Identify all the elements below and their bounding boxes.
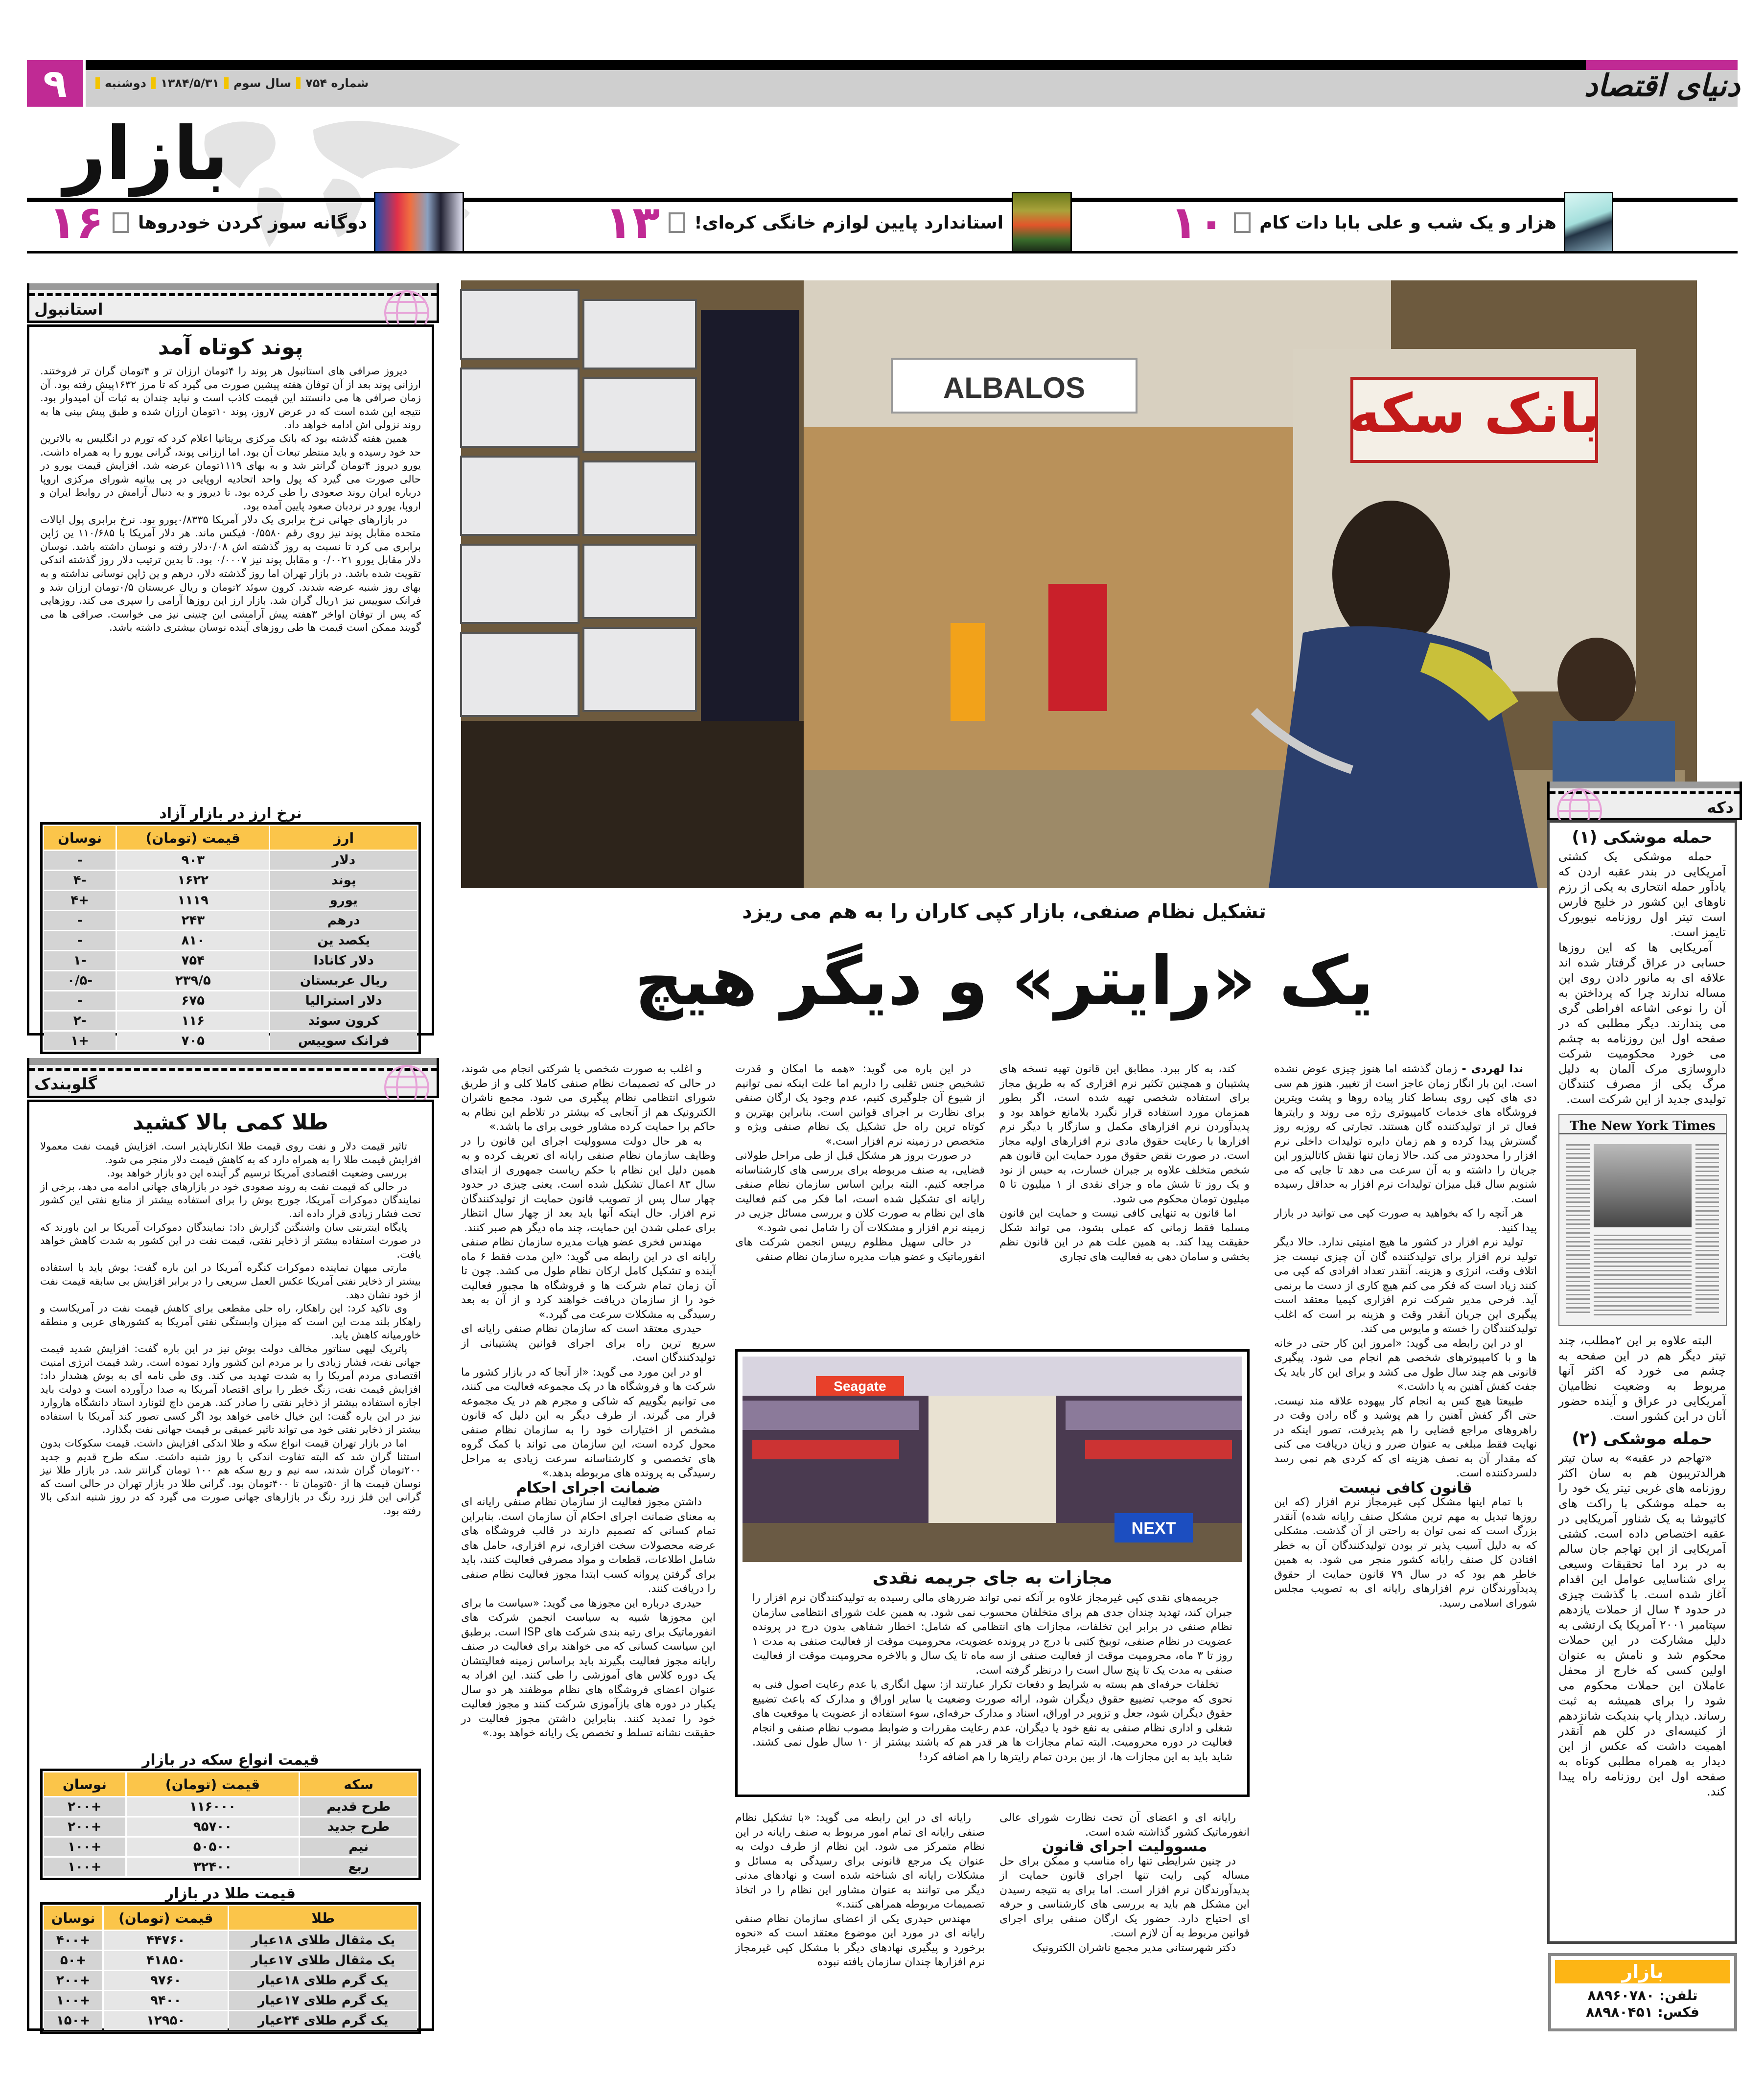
table-row xyxy=(44,1858,417,1876)
paragraph: پایگاه اینترنتی سان واشنگتن گزارش داد: نمایندگان دموکرات آمریکا بر این باورند که در صورت استفاده بیشتر از ذخایر نفتی، قیمت نفت در این کشور به شدت کاهش خواهد یافت. xyxy=(40,1221,421,1260)
price-cell: ۲۴۳ xyxy=(117,911,269,930)
change-cell: - xyxy=(44,911,116,930)
section-header-istanbul xyxy=(27,283,439,323)
masthead-bar xyxy=(86,60,1738,70)
currency-table xyxy=(40,822,421,1054)
newspaper-front-page-thumbnail xyxy=(1558,1114,1727,1326)
item-name: نیم xyxy=(300,1838,417,1856)
change-cell: +۵۰ xyxy=(44,1951,102,1970)
date-weekday: دوشنبه xyxy=(105,76,146,90)
table-row xyxy=(44,1012,417,1030)
price-cell: ۱۱۶ xyxy=(117,1012,269,1030)
teaser-marker xyxy=(113,212,129,233)
issue-number: شماره ۷۵۴ xyxy=(305,76,369,90)
section-label: گلوبندک xyxy=(34,1075,97,1093)
item-name: طرح جدید xyxy=(300,1818,417,1836)
paragraph: حیدری معتقد است که سازمان نظام صنفی رایانه ای سریع ترین راه برای اجرای قوانین پشتیبانی از تولیدکنندگان است. xyxy=(461,1323,716,1364)
paragraph: او در این رابطه می گوید: «امروز این کار حتی در خانه ها و با کامپیوترهای شخصی هم انجام می شود. پیگیری قانونی هم چند سال طول می کشد و برای این کار باید یک جفت کفش آهنین به پا داشت.» xyxy=(1274,1337,1537,1393)
teaser-link[interactable]: استاندارد پایین لوازم خانگی کره‌ای! xyxy=(694,212,1003,233)
column-header: نوسان xyxy=(44,1773,125,1796)
change-cell: +۱۵۰ xyxy=(44,2011,102,2030)
item-name: پوند xyxy=(270,871,417,890)
store-sign: ALBALOS xyxy=(943,371,1085,404)
price-cell: ۱۶۲۲ xyxy=(117,871,269,890)
paragraph: به هر حال دولت مسوولیت اجرای این قانون را در وظایف سازمان نظام صنفی رایانه ای تعریف کرده و به همین دلیل این نظام با حکم ریاست جمهوری از ابتدای سال ۸۳ اعمال تشکیل شده است. یعنی چیزی در حدود چهار سال پس از تصویب قانون حمایت از تولیدکنندگان نرم افزار. حال اینکه آنها باید بعد از چهار سال انتظار برای عملی شدن این حمایت، چند ماه دیگر هم صبر کنند. xyxy=(461,1135,716,1234)
shop-sign: Seagate xyxy=(834,1379,886,1394)
paragraph: جریمه‌های نقدی کپی غیرمجاز علاوه بر آنکه نمی تواند ضررهای مالی رسیده به تولیدکنندگان نرم افزار را جبران کند، تهدید چندان جدی هم برای متخلفان محسوب نمی شود. به همین علت شورای انتظامی سازمان نظام صنفی در برابر این تخلفات، مجازات های انتظامی که شامل: اخطار شفاهی بدون درج در پرونده عضویت در نظام صنفی، توبیخ کتبی با درج در پرونده عضویت، محرومیت موقت از فعالیت صنفی به مدت ۱ روز تا ۳ ماه، محرومیت موقت از فعالیت صنفی از سه ماه تا یک سال و بالاخره محرومیت موقت از فعالیت صنفی به مدت یک تا پنج سال است را درنظر گرفته است. xyxy=(752,1592,1233,1677)
column-header: ارز xyxy=(270,826,417,850)
section-label: استانبول xyxy=(34,300,103,319)
paragraph: پاتریک لیهی سناتور مخالف دولت بوش نیز در این باره گفت: افزایش شدید قیمت جهانی نفت، فشار زیادی را بر مردم این کشور وارد نموده است. رشد قیمت انرژی امنیت اقتصادی مردم آمریکا را به شدت تهدید می کند. وی طی نامه ای به بوش هشدار داد: افزایش قیمت نفت، زنگ خطر را برای اقتصاد آمریکا به صدا درآورده است و دولت باید اجازه استفاده بیشتر از ذخایر نفتی را صادر کند. هرمن داچ لئونارد استاد دانشگاه هاروارد نیز در این باره گفت: این خیال خامی خواهد بود اگر کسی تصور کند آمریکا با استفاده بیشتر از ذخایر نفتی خود می تواند تاثیر عمیقی بر قیمت جهانی نفت بگذارد. xyxy=(40,1342,421,1436)
inset-title: مجازات به جای جریمه نقدی xyxy=(872,1568,1113,1588)
paragraph: تاثیر قیمت دلار و نفت روی قیمت طلا انکارناپذیر است. افزایش قیمت نفت معمولا افزایش قیمت طلا را به همراه دارد که به کاهش قیمت دلار منجر می شود. xyxy=(40,1140,421,1166)
paragraph: طبیعتا هیچ کس به انجام کار بیهوده علاقه مند نیست. حتی اگر کفش آهنین را هم پوشید و گاه رادن وقت در راهروهای مراجع قضایی را هم پذیرفت، تصور اینکه در نهایت فقط مبلغی به عنوان ضرر و زیان دریافت می کنی که مقدار آن به نصف هزینه ای که کردی هم نمی رسد دلسردکننده است. xyxy=(1274,1395,1537,1479)
paragraph: آمریکایی ها که این روزها حسابی در عراق گرفتار شده اند علاقه ای به مانور دادن روی این مساله ندارند چرا که پرداختن به آن را نوعی اشاعه افراطی گری می پندارند. دیگر مطلبی که در صفحه اول این روزنامه به چشم می خورد محکومیت شرکت داروسازی مرک آلمان به دلیل مرگ یکی از مصرف کنندگان تولیدی جدید از این شرکت است. xyxy=(1558,941,1726,1106)
paragraph: اما در بازار تهران قیمت انواع سکه و طلا اندکی افزایش داشت. قیمت سکوکات بدون استثنا گران شد که البته تفاوت اندکی با روز شنبه داشت. سکه طرح قدیم و جدید ۲۰۰تومان گران شدند، سه نیم و ربع سکه هم ۱۰۰ تومان گرانتر شد. در بازار طلا نیز نوسان قیمت ها از ۵۰تومان تا ۴۰۰تومان بود. گرانی طلا در بازار تهران در حالی است که گرانی این فلز زرد رنگ در بازارهای جهانی صورت می گیرد که در روز شنبه اندکی بالا رفته بود. xyxy=(40,1437,421,1517)
table-row xyxy=(44,871,417,890)
paragraph: بررسی وضعیت اقتصادی آمریکا ترسیم گر آینده این دو بازار خواهد بود. xyxy=(107,1167,407,1179)
bullet-square xyxy=(224,77,229,89)
inset-photo-shopping-mall xyxy=(743,1357,1242,1562)
table-row xyxy=(44,1971,417,1990)
paragraph: در حالی سهیل مظلوم رییس انجمن شرکت های انفورماتیک و عضو هیات مدیره سازمان نظام صنفی xyxy=(735,1236,985,1263)
paragraph: در بازارهای جهانی نرخ برابری یک دلار آمریکا ۰/۸۳۳۵یورو بود. نرخ برابری پول ایالات متحده مقابل پوند نیز روی رقم ۰/۵۵۸۰ فیکس ماند. هر دلار آمریکا با ۱۱۰/۶۸۵ ین ژاپن برابری می کرد تا نسبت به روز گذشته اش ۰/۰۸دلار رفته و نوسان داشته باشد. نوسان دلار مقابل یورو ۰/۰۰۲۱ و مقابل پوند نیز ۰/۰۰۰۷ بود. تا بدین ترتیب دلار روز گذشته اندکی تقویت شده باشد. در بازار تهران اما روز گذشته دلار، درهم و ین ژاپن نوسانی نداشته و به بهای روز شنبه عرضه شدند. کرون سوئد ۲تومان و ریال عربستان ۰/۵تومان ارزان شد و فرانک سوییس نیز ۱ریال گران شد. بازار ارز این روزها آرامی را سپری می کند. روزهایی که پس از توفان اواخر ۳هفته پیش آرامشی این چنینی نیز می خواست. صرافی ها می گویند ممکن است قیمت ها طی روزهای آینده نوسان بیشتری داشته باشد. xyxy=(40,513,421,634)
table-row xyxy=(44,911,417,930)
table-row xyxy=(44,971,417,990)
article-title: طلا کمی بالا کشید xyxy=(133,1110,328,1135)
item-name: دلار xyxy=(270,851,417,870)
paragraph: همین هفته گذشته بود که بانک مرکزی بریتانیا اعلام کرد که تورم در انگلیس به بالاترین حد خود رسیده و باید منتظر تبعات آن بود. اما ارزانی پوند، گرانی یورو را به همراه داشت. یورو دیروز ۴تومان گرانتر شد و به بهای ۱۱۱۹تومان عرضه شد. افزایش قیمت یورو در حالی صورت می گیرد که پول واحد اتحادیه اروپایی در پی بیانیه شورای مرکزی اروپا درباره ایران روند صعودی را طی کرده بود. تا دیروز و به دنبال آرامش در روابط ایران و اروپا، یورو در نردبان صعود پایین آمده بود. xyxy=(40,432,421,512)
article-column xyxy=(461,1062,716,2031)
gold-table xyxy=(40,1902,421,2034)
item-name: یک مثقال طلای ۱۸عیار xyxy=(229,1931,417,1950)
change-cell: -۰/۵ xyxy=(44,971,116,990)
column-header: قیمت (تومان) xyxy=(117,826,269,850)
teaser-item[interactable] xyxy=(605,198,1003,247)
price-cell: ۹۷۶۰ xyxy=(104,1971,228,1990)
teaser-thumbnail[interactable] xyxy=(1012,192,1072,253)
price-cell: ۱۲۹۵۰ xyxy=(104,2011,228,2030)
price-cell: ۴۴۷۶۰ xyxy=(104,1931,228,1950)
column-header: قیمت (تومان) xyxy=(127,1773,299,1796)
section-label: دکه xyxy=(1707,798,1734,817)
teaser-link[interactable]: هزار و یک شب و علی بابا دات کام xyxy=(1259,212,1556,233)
table-row xyxy=(44,1797,417,1816)
main-photo-computer-market xyxy=(461,280,1697,888)
shop-sign: NEXT xyxy=(1131,1519,1176,1538)
item-name: یک گرم طلای ۱۷عیار xyxy=(229,1991,417,2010)
byline: ندا لهردی - xyxy=(1462,1063,1523,1075)
bank-sign: بانک سکه xyxy=(1348,382,1600,445)
change-cell: -۴ xyxy=(44,871,116,890)
change-cell: - xyxy=(44,991,116,1010)
paragraph: و اغلب به صورت شخصی یا شرکتی انجام می شوند، در حالی که تصمیمات نظام صنفی کاملا کلی و از طریق شورای انتظامی نظام پیگیری می شود. مجمع ناشران الکترونیک هم از آنجایی که بیشتر در تلاطم این نظام به حاکم برا حمایت کرده مشاور خوبی برای ما باشد.» xyxy=(461,1063,716,1133)
price-cell: ۹۴۰۰ xyxy=(104,1991,228,2010)
article-kicker: تشکیل نظام صنفی، بازار کپی کاران را به هم می ریزد xyxy=(742,900,1266,923)
article-column xyxy=(1274,1062,1537,2031)
paragraph: دیروز صرافی های استانبول هر پوند را ۴تومان ارزان تر و ۴تومان گران تر فروختند. ارزانی پوند بعد از آن توفان هفته پیشین صورت می گیرد که تا مرز ۱۶۳۲پیش رفته بود. آن زمان صرافی ها می دانستند این قیمت کاذب است و نباید چندان به ثبات آن امیدوار بود. نتیجه این شده است که در عرض ۷روز، پوند ۱۰تومان ارزان شده و طبق پیش بینی ها به روند نزولی اش ادامه خواهد داد. xyxy=(40,365,421,431)
table-title: قیمت انواع سکه در بازار xyxy=(142,1751,319,1769)
table-row xyxy=(44,1818,417,1836)
change-cell: -۱ xyxy=(44,951,116,970)
subheading: مسوولیت اجرای قانون xyxy=(1042,1838,1207,1855)
table-row xyxy=(44,1991,417,2010)
teaser-bottom-rule xyxy=(27,251,1738,253)
paragraph: کند، به کار ببرد. مطابق این قانون تهیه نسخه های پشتیبان و همچنین تکثیر نرم افزاری که به طریق مجاز برای استفاده شخصی تهیه شده است، اگر بطور همزمان مورد استفاده قرار نگیرد بلامانع خواهد بود و پدیدآوردن نرم افزارهای مکمل و سازگار با دیگر نرم افزارها با رعایت حقوق مادی نرم افزارهای اولیه مجاز است. در صورت نقض حقوق مورد حمایت این قانون هم شخص متخلف علاوه بر جبران خسارت، به حبس از نود و یک روز تا شش ماه و جزای نقدی از ۱ میلیون تا ۵ میلیون تومان محکوم می شود. xyxy=(999,1063,1250,1205)
table-row xyxy=(44,1951,417,1970)
paragraph: رایانه ای و اعضای آن تحت نظارت شورای عالی انفورماتیک کشور گذاشته شده است. xyxy=(999,1812,1250,1839)
article-column xyxy=(999,1811,1250,2031)
paragraph: در حالی که قیمت نفت به روند صعودی خود در بازارهای جهانی ادامه می دهد، برخی از نمایندگان دموکرات آمریکا، جورج بوش را برای استفاده بیشتر از منابع نفتی این کشور تحت فشار زیادی قرار داده اند. xyxy=(40,1180,421,1220)
teaser-item[interactable] xyxy=(49,198,367,247)
price-cell: ۴۱۸۵۰ xyxy=(104,1951,228,1970)
page-number: ۹ xyxy=(27,60,83,107)
section-contact-box xyxy=(1548,1953,1737,2031)
table-row xyxy=(44,931,417,950)
coin-table xyxy=(40,1769,421,1880)
section-header-dakkeh xyxy=(1547,782,1742,820)
teaser-item[interactable] xyxy=(1170,198,1556,247)
paragraph: حمله موشکی یک کشتی آمریکایی در بندر عقبه اردن که یادآور حمله انتحاری به یکی از رزم ناوهای این کشور در خلیج فارس است تیتر اول روزنامه نیویورک تایمز است. xyxy=(1558,850,1726,939)
change-cell: +۱۰۰ xyxy=(44,1858,125,1876)
phone-number: تلفن: ۸۸۹۶۰۷۸۰ xyxy=(1587,1987,1698,2003)
paragraph: حیدری درباره این مجوزها می گوید: «سیاست ما برای این مجوزها شبیه به سیاست انجمن شرکت های انفورماتیک برای رتبه بندی شرکت های ISP است. برطبق این سیاست کسانی که می خواهند برای فعالیت در صنف رایانه مجوز فعالیت بگیرند باید براساس زمینه فعالیتشان یک دوره کلاس های آموزشی را طی کنند. این افراد به عنوان اعضای فروشگاه های نظام موظفند هر دو سال یکبار در دوره های بازآموزی شرکت کنند و مجوز فعالیت خود را تمدید کنند. بنابراین داشتن مجوز فعالیت در حقیقت نشانه تسلط و تخصص یک رایانه خواهد بود.» xyxy=(461,1597,716,1739)
table-row xyxy=(44,1838,417,1856)
paragraph: در چنین شرایطی تنها راه مناسب و ممکن برای حل مساله کپی رایت تنها اجرای قانون حمایت از پدیدآورندگان نرم افزار است. اما برای به نتیجه رسیدن این مشکل هم باید به بررسی های کارشناسی و حرفه ای احتیاج دارد. حضور یک ارگان صنفی برای اجرای قوانین مربوط به آن لازم است. xyxy=(999,1855,1250,1939)
price-cell: ۹۵۷۰۰ xyxy=(127,1818,299,1836)
teaser-page-number[interactable]: ۱۳ xyxy=(604,196,660,249)
article-title: حمله موشکی (۲) xyxy=(1572,1429,1713,1449)
paragraph: هر آنچه را که بخواهید به صورت کپی می توانید در بازار پیدا کنید. xyxy=(1274,1207,1537,1234)
paragraph: وی تاکید کرد: این راهکار، راه حلی مقطعی برای کاهش قیمت نفت در آمریکاست و راهکار بلند مدت این است که میزان وابستگی نفتی آمریکا به کشورهای عربی و منطقه خاورمیانه کاهش یابد. xyxy=(40,1302,421,1341)
change-cell: +۱۰۰ xyxy=(44,1991,102,2010)
paragraph: مهندس حیدری یکی از اعضای سازمان نظام صنفی رایانه ای در مورد این موضوع معتقد است که «نحوه برخورد و پیگیری نهادهای دیگر با مشکل کپی غیرمجاز نرم افزارها چندان سازمان یافته نبوده xyxy=(735,1912,985,1968)
bullet-square xyxy=(296,77,301,89)
change-cell: +۱۰۰ xyxy=(44,1838,125,1856)
item-name: دلار استرالیا xyxy=(270,991,417,1010)
item-name: یورو xyxy=(270,891,417,910)
change-cell: +۲۰۰ xyxy=(44,1797,125,1816)
teaser-thumbnail[interactable] xyxy=(374,192,464,253)
paragraph: در صورت بروز هر مشکل قبل از طی مراحل طولانی قضایی، به صنف مربوطه برای بررسی های کارشناسانه مراجعه کنیم. البته براین اساس سازمان نظام صنفی رایانه ای تشکیل شده است، اما فکر می کنم فعالیت های این نظام به صورت کلان و بررسی مسائل جزیی در زمینه نرم افزار و مشکلات آن را شامل نمی شود.» xyxy=(735,1150,985,1234)
paragraph: اما قانون به تنهایی کافی نیست و حمایت این قانون مسلما فقط زمانی که عملی بشود، می تواند شکل حقیقت پیدا کند. به همین علت هم در این قانون نظم بخشی و سامان دهی به فعالیت های تجاری xyxy=(999,1207,1250,1263)
bullet-square xyxy=(151,77,156,89)
subheading: ضمانت اجرای احکام xyxy=(516,1479,661,1496)
paragraph: دکتر شهرستانی مدیر مجمع ناشران الکترونیک xyxy=(1032,1941,1236,1954)
item-name: کرون سوئد xyxy=(270,1012,417,1030)
item-name: یکصد ین xyxy=(270,931,417,950)
paragraph: او در این مورد می گوید: «از آنجا که در بازار کشور ما شرکت ها و فروشگاه ها در یک مجموعه فعالیت می کنند، می توانیم بگوییم که شاکی و مجرم هم در یک مجموعه قرار می گیرند. از طرف دیگر به این دلیل که قانون مشخص از اختیارات خود را به سازمان نظام صنفی محول کرده است، این سازمان می تواند با کمک گروه های تخصصی و کارشناسانه سرعت زیادی به مراحل رسیدگی به پرونده های مربوطه بدهد.» xyxy=(461,1366,716,1479)
change-cell: +۱ xyxy=(44,1032,116,1050)
contact-title: بازار xyxy=(1555,1960,1730,1983)
change-cell: +۲۰۰ xyxy=(44,1818,125,1836)
article-title: حمله موشکی (۱) xyxy=(1572,828,1713,847)
column-header: نوسان xyxy=(44,1906,102,1930)
teaser-link[interactable]: دوگانه سوز کردن خودروها xyxy=(138,212,367,233)
newspaper-logo: دنیای اقتصاد xyxy=(1584,68,1740,103)
teaser-page-number[interactable]: ۱۰ xyxy=(1170,196,1226,249)
change-cell: - xyxy=(44,931,116,950)
fax-number: فکس: ۸۸۹۸۰۴۵۱ xyxy=(1586,2004,1699,2020)
table-title: قیمت طلا در بازار xyxy=(165,1885,296,1902)
item-name: یک گرم طلای ۲۴عیار xyxy=(229,2011,417,2030)
item-name: ریال عربستان xyxy=(270,971,417,990)
newspaper-masthead: The New York Times xyxy=(1559,1115,1726,1134)
item-name: فرانک سوییس xyxy=(270,1032,417,1050)
item-name: یک مثقال طلای ۱۷عیار xyxy=(229,1951,417,1970)
paragraph: مارتی میهان نماینده دموکرات کنگره آمریکا در این باره گفت: بوش باید با استفاده بیشتر از ذخایر نفتی آمریکا عکس العمل سریعی را در برابر افزایش بی سابقه قیمت نفت از خود نشان دهد. xyxy=(40,1262,421,1301)
article-column xyxy=(735,1811,985,2031)
article-column xyxy=(999,1062,1250,1341)
paragraph: با تمام اینها مشکل کپی غیرمجاز نرم افزار (که این روزها تبدیل به مهم ترین مشکل صنف رایانه شده) آنقدر بزرگ است که نمی توان به راحتی از آن گذشت. مشکلی که به دلیل آسیب پذیر تر بودن تولیدکنندگان آن به خطر افتادن کل صنف رایانه کشور منجر می شود. به همین خاطر هم بود که در سال ۷۹ قانون حمایت از حقوق پدیدآورندگان نرم افزارهای رایانه ای به تصویب مجلس شورای اسلامی رسید. xyxy=(1274,1496,1537,1610)
price-cell: ۲۳۹/۵ xyxy=(117,971,269,990)
subheading: قانون کافی نیست xyxy=(1339,1479,1472,1496)
paragraph: زمان گذشته اما هنوز چیزی عوض نشده است. این بار انگار زمان عاجز است از تغییر. هنوز هم سی دی های کپی روی بساط کنار پیاده روها و پشت ویترین فروشگاه های خدمات کامپیوتری رژه می روند و رایترها فعال تر از تولیدکننده گان هستند. تجارتی که روزبه روز گسترش پیدا کرده و هم زمان دایره تولیدات داخلی نرم افزار را محدودتر می کند. حالا زمان تنها نقش کاتالیزور این جریان را داشته و به آن سرعت می دهد تا جایی که می شنویم سال قبل میزان تولیدات نرم افزار به حداقل رسیده است. xyxy=(1274,1063,1537,1205)
volume-year: سال سوم xyxy=(233,76,292,90)
teaser-thumbnail[interactable] xyxy=(1564,192,1613,253)
price-cell: ۶۷۵ xyxy=(117,991,269,1010)
change-cell: +۴۰۰ xyxy=(44,1931,102,1950)
paragraph: داشتن مجوز فعالیت از سازمان نظام صنفی رایانه ای به معنای ضمانت اجرای احکام آن سازمان است. بنابراین تمام کسانی که تصمیم دارند در قالب فروشگاه های عرضه محصولات سخت افزاری، نرم افزاری، حامل های شامل اطلاعات، قطعات و مواد مصرفی فعالیت کنند، باید برای گرفتن پروانه کسب ابتدا مجوز فعالیت نظام صنفی را دریافت کنند. xyxy=(461,1496,716,1595)
dateline xyxy=(95,73,369,93)
table-title: نرخ ارز در بازار آزاد xyxy=(159,805,302,822)
price-cell: ۹۰۳ xyxy=(117,851,269,870)
column-header: قیمت (تومان) xyxy=(104,1906,228,1930)
article-headline: یک «رایتر» و دیگر هیچ xyxy=(634,942,1374,1020)
teaser-marker xyxy=(1234,212,1251,233)
inset-box-penalties xyxy=(735,1349,1250,1797)
article-istanbul xyxy=(27,324,434,1048)
change-cell: -۲ xyxy=(44,1012,116,1030)
teaser-marker xyxy=(669,212,685,233)
column-dakkeh xyxy=(1547,820,1737,1944)
price-cell: ۷۰۵ xyxy=(117,1032,269,1050)
date: ۱۳۸۴/۵/۳۱ xyxy=(160,76,220,90)
column-header: نوسان xyxy=(44,826,116,850)
price-cell: ۵۰۵۰۰ xyxy=(127,1838,299,1856)
item-name: ربع xyxy=(300,1858,417,1876)
change-cell: +۴ xyxy=(44,891,116,910)
column-header: طلا xyxy=(229,1906,417,1930)
table-row xyxy=(44,1032,417,1050)
item-name: طرح قدیم xyxy=(300,1797,417,1816)
paragraph: رایانه ای در این رابطه می گوید: «با تشکیل نظام صنفی رایانه ای تمام امور مربوط به صنف رایانه در این نظام متمرکز می شود. این نظام از طرف دولت به عنوان یک مرجع قانونی برای رسیدگی به مسائل و مشکلات رایانه ای شناخته شده است و نهادهای مدنی دیگر می توانند به عنوان مشاور این نظام را در اتخاذ تصمیمات مربوطه همراهی کنند.» xyxy=(735,1812,985,1911)
price-cell: ۳۲۴۰۰ xyxy=(127,1858,299,1876)
table-row xyxy=(44,851,417,870)
table-row xyxy=(44,2011,417,2030)
column-header: سکه xyxy=(300,1773,417,1796)
teaser-page-number[interactable]: ۱۶ xyxy=(48,196,104,249)
item-name: درهم xyxy=(270,911,417,930)
price-cell: ۷۵۴ xyxy=(117,951,269,970)
table-row xyxy=(44,891,417,910)
paragraph: «تهاجم در عقبه» به سان تیتر هرالدتریبون هم به سان اکثر روزنامه های غربی تیتر یک خود را به حمله موشکی با راکت های کاتیوشا به یک شناور آمریکایی در عقبه اختصاص داده است. کشتی آمریکایی از این تهاجم جان سالم به در برد اما تحقیقات وسیعی برای شناسایی عوامل این اقدام آغاز شده است. با گذشت چیزی در حدود ۴ سال از حملات یازدهم سپتامبر ۲۰۰۱ آمریکا یک ارتشی به دلیل مشارکت در این حملات محکوم شد و نامش به عنوان اولین کسی که خارج از محفل عاملان این حملات محکوم می شود را برای همیشه به ثبت رساند. دیدار پاپ بندیکت شانزدهم از کنیسه‌ای در کلن هم آنقدر اهمیت داشت که عکس از این دیدار به همراه مطلبی کوتاه به صفحه اول این روزنامه راه پیدا کند. xyxy=(1558,1451,1726,1798)
change-cell: - xyxy=(44,851,116,870)
change-cell: +۲۰۰ xyxy=(44,1971,102,1990)
globe-icon xyxy=(380,1063,434,1094)
paragraph: مهندس فخری عضو هیات مدیره سازمان نظام صنفی رایانه ای در این رابطه می گوید: «این مدت فقط ۶ ماه آینده و تشکیل کامل ارکان نظام طول می کشد. چون تا آن زمان تمام شرکت ها و فروشگاه ها مجبور فعالیت خود را از سازمان دریافت خواهند کرد و از آن به بعد رسیدگی به مشکلات سرعت می گیرد.» xyxy=(461,1236,716,1321)
article-globandak xyxy=(27,1100,434,2031)
table-row xyxy=(44,951,417,970)
paragraph: تولید نرم افزار در کشور ما هیچ امنیتی ندارد. حالا دیگر تولید نرم افزار برای تولیدکننده گان آن چیزی نیست جز اتلاف وقت، انرژی و هزینه. آنقدر تعداد افرادی که کپی می کنند زیاد است که فکر می کنم هیچ کاری از دست ما برنمی آید. فرحی مدیر شرکت نرم افزاری کیمیا معتقد است پیگیری این جریان آنقدر وقت و هزینه بر است که اغلب تولیدکنندگان را خسته و مایوس می کند. xyxy=(1274,1236,1537,1335)
paragraph: تخلفات حرفه‌ای هم بسته به شرایط و دفعات تکرار عبارتند از: سهل انگاری یا عدم رعایت اصول فنی به نحوی که موجب تضییع حقوق دیگران شود، ارائه صورت وضعیت یا سایر اوراق و مدارک که باعث تضییع حقوق دیگران شود، جعل و تزویر در اوراق، اسناد و مدارک حرفه‌ای، سوء استفاده از عضویت یا موقعیت های شغلی و اداری نظام صنفی به نفع خود یا دیگران، عدم رعایت مقررات و ضوابط مصوب نظام صنفی و انجام فعالیت در دوره محرومیت. البته تمام مجازات ها هر قدر هم که باشند بیشتر از ۱۰ سال طول نمی کشند. شاید باید به این مجازات ها، از بین بردن تمام رایترها را هم اضافه کرد! xyxy=(752,1679,1233,1763)
item-name: یک گرم طلای ۱۸عیار xyxy=(229,1971,417,1990)
price-cell: ۱۱۱۹ xyxy=(117,891,269,910)
section-title: بازار xyxy=(64,112,229,197)
globe-icon xyxy=(1553,786,1606,818)
item-name: دلار کانادا xyxy=(270,951,417,970)
article-title: پوند کوتاه آمد xyxy=(158,335,303,360)
price-cell: ۸۱۰ xyxy=(117,931,269,950)
section-header-globandak xyxy=(27,1058,439,1098)
paragraph: در این باره می گوید: «همه ما امکان و قدرت تشخیص جنس تقلبی را داریم اما علت اینکه نمی توانیم از شیوع آن جلوگیری کنیم، عدم وجود یک ارگان صنفی برای نظارت بر اجرای قوانین است. بنابراین بهترین و کوتاه ترین راه حل تشکیل یک نظام صنفی ویژه و متخصص در زمینه نرم افزار است.» xyxy=(735,1063,985,1148)
article-column xyxy=(735,1062,985,1341)
bullet-square xyxy=(95,77,100,89)
paragraph: البته علاوه بر این ۲مطلب، چند تیتر دیگر هم در این صفحه به چشم می خورد که اکثر آنها مربوط به وضعیت نظامیان آمریکایی در عراق و آینده حضور آنان در این کشور است. xyxy=(1558,1334,1726,1423)
table-row xyxy=(44,991,417,1010)
price-cell: ۱۱۶۰۰۰ xyxy=(127,1797,299,1816)
globe-icon xyxy=(380,288,434,320)
table-row xyxy=(44,1931,417,1950)
